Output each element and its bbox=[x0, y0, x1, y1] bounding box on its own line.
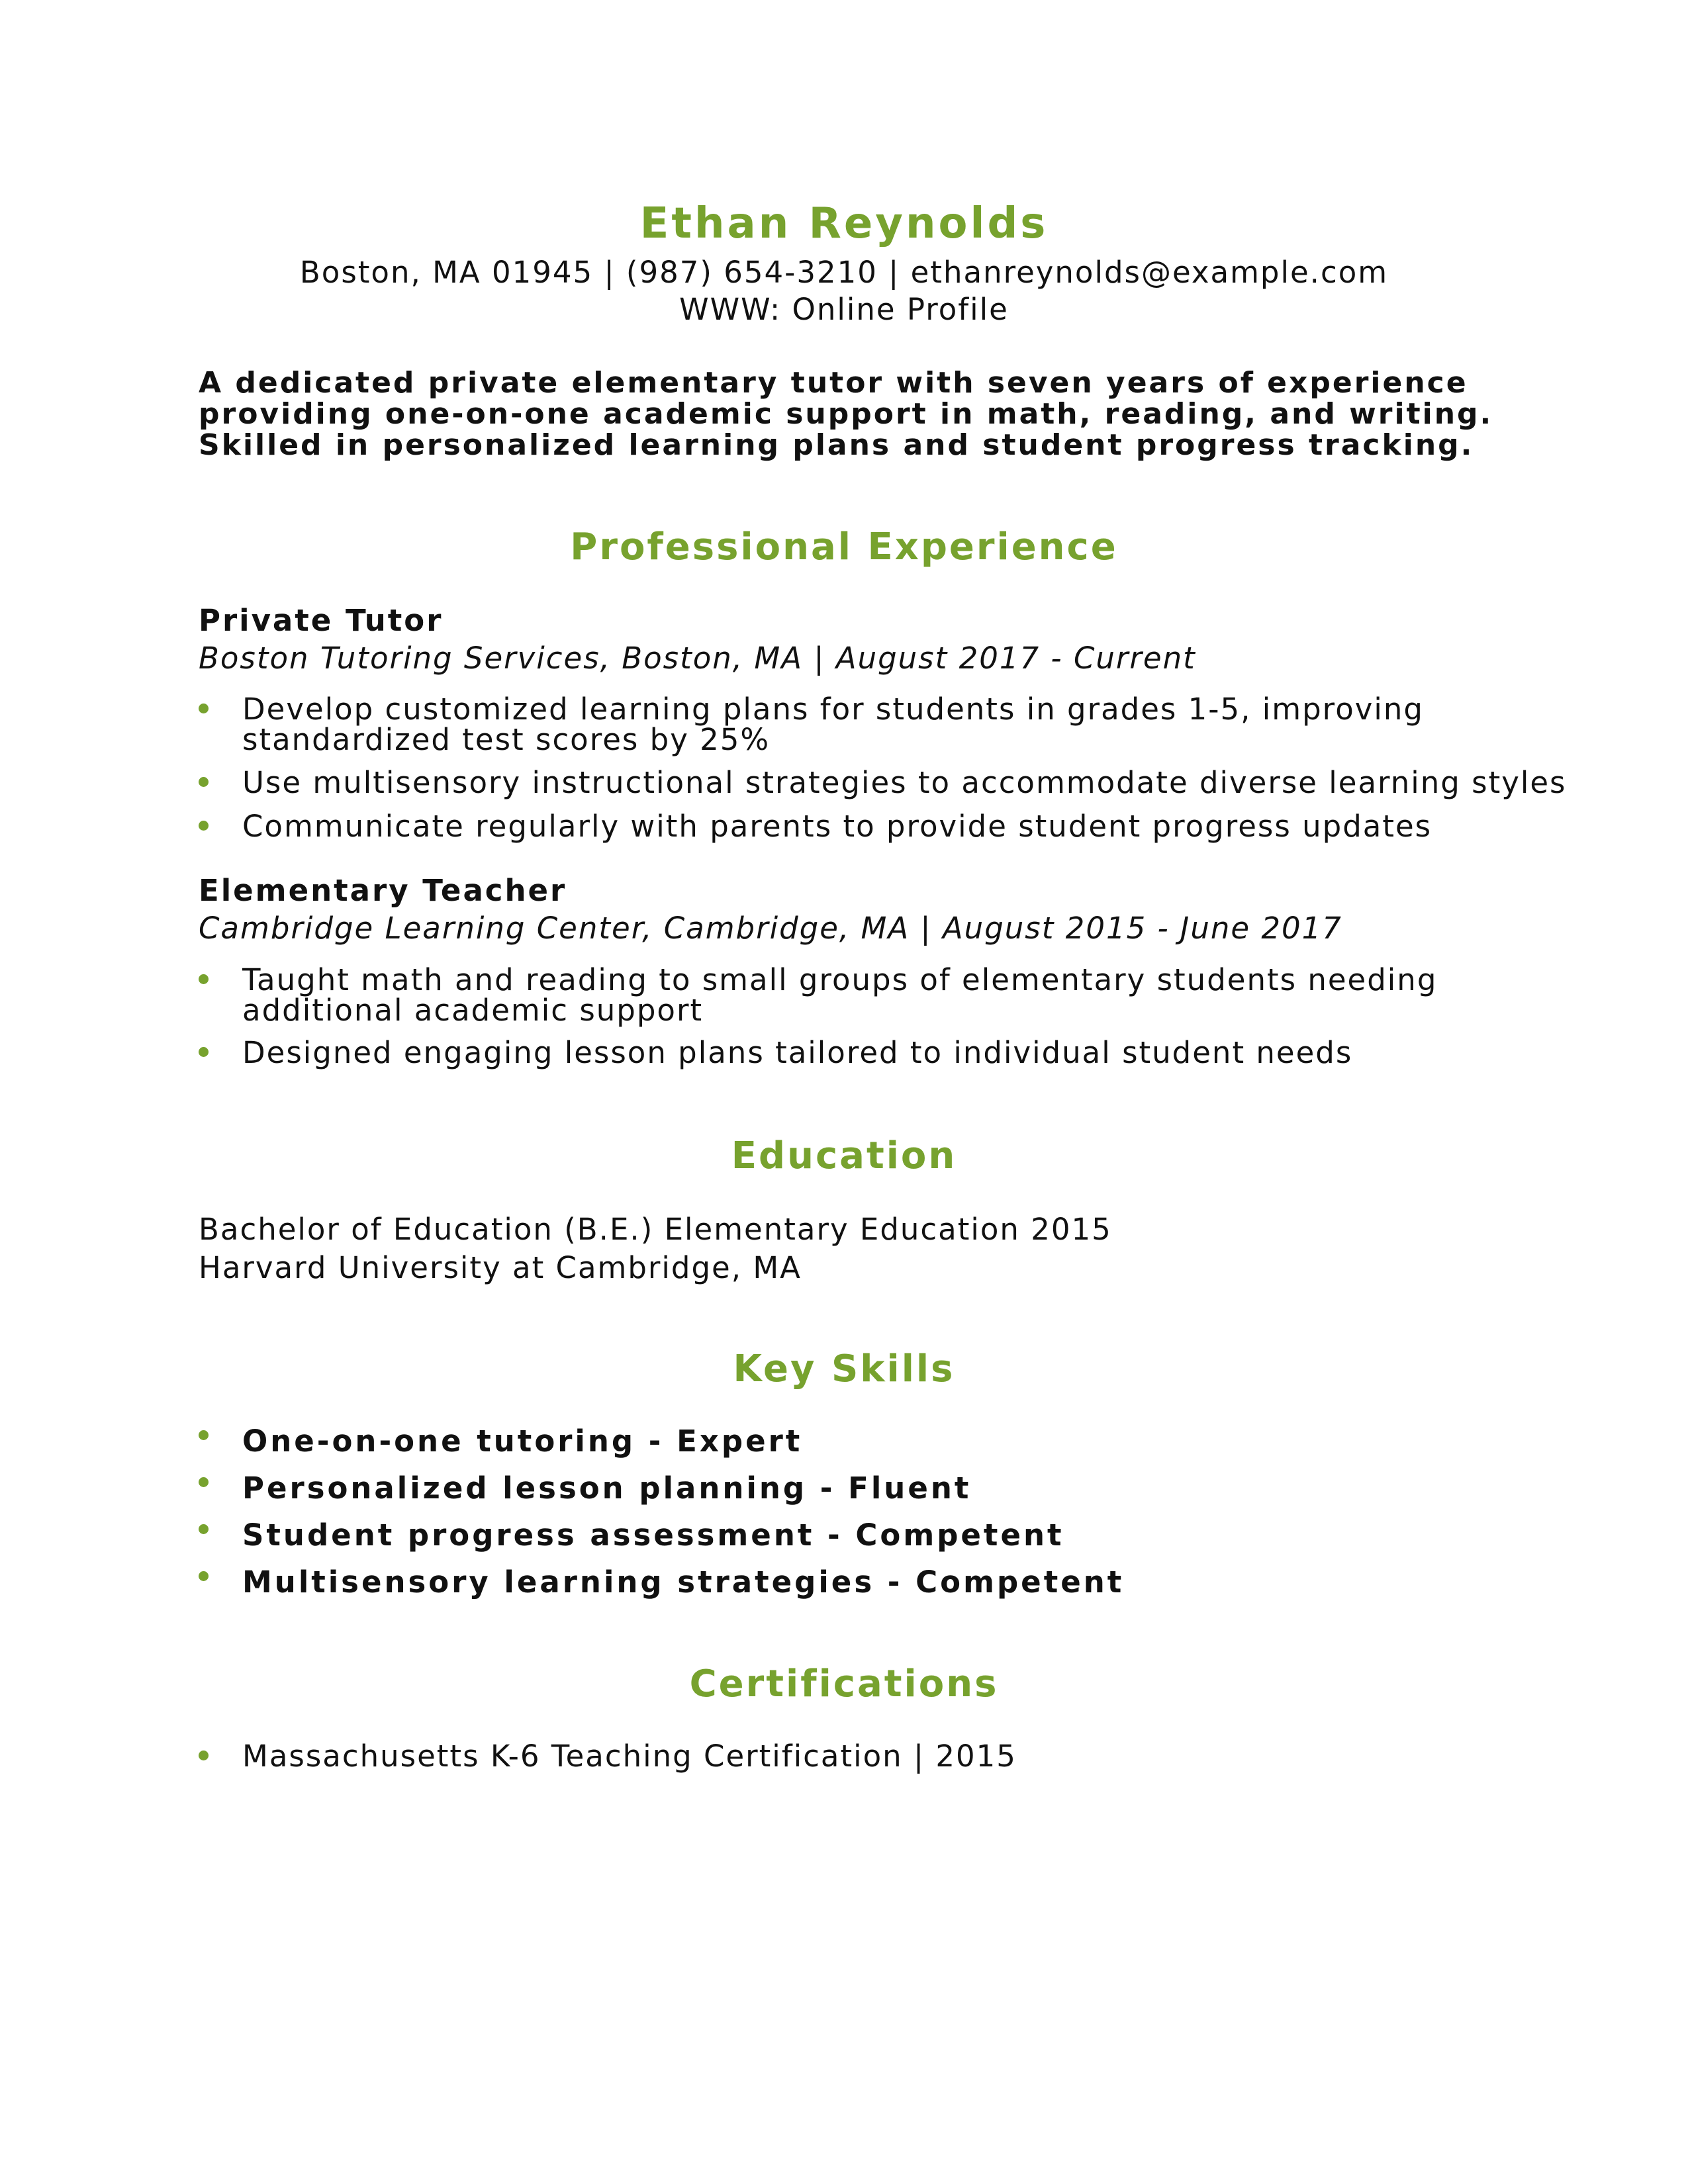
job-meta: Boston Tutoring Services, Boston, MA | August 2017 - Current bbox=[199, 641, 1196, 676]
job-meta: Cambridge Learning Center, Cambridge, MA | August 2015 - June 2017 bbox=[199, 911, 1342, 946]
bullet-text: Communicate regularly with parents to provide student progress updates bbox=[242, 809, 1432, 844]
skill-text: Personalized lesson planning - Fluent bbox=[242, 1471, 972, 1506]
summary-line: providing one-on-one academic support in math, reading, and writing. bbox=[199, 397, 1493, 431]
bullet-icon bbox=[199, 777, 209, 787]
skill-text: Multisensory learning strategies - Competent bbox=[242, 1565, 1125, 1600]
certifications-heading: Certifications bbox=[689, 1662, 999, 1706]
contact-line: Boston, MA 01945 | (987) 654-3210 | ethanreynolds@example.com bbox=[299, 255, 1389, 290]
bullet-text: Use multisensory instructional strategies to accommodate diverse learning styles bbox=[242, 765, 1567, 800]
candidate-name: Ethan Reynolds bbox=[639, 199, 1049, 248]
bullet-icon bbox=[199, 1430, 209, 1440]
bullet-icon bbox=[199, 974, 209, 984]
bullet-text: Taught math and reading to small groups of elementary students needing bbox=[242, 962, 1438, 997]
skill-text: One-on-one tutoring - Expert bbox=[242, 1424, 803, 1459]
bullet-icon bbox=[199, 821, 209, 831]
bullet-icon bbox=[199, 1477, 209, 1487]
bullet-icon bbox=[199, 1524, 209, 1534]
bullet-text: Develop customized learning plans for students in grades 1-5, improving bbox=[242, 692, 1424, 727]
summary-line: Skilled in personalized learning plans and student progress tracking. bbox=[199, 428, 1474, 462]
summary bbox=[199, 367, 1523, 461]
certification-text: Massachusetts K-6 Teaching Certification | 2015 bbox=[242, 1739, 1017, 1774]
website-line: WWW: Online Profile bbox=[679, 292, 1009, 327]
school-line: Harvard University at Cambridge, MA bbox=[199, 1250, 802, 1285]
bullet-icon bbox=[199, 1751, 209, 1760]
job-title: Elementary Teacher bbox=[199, 873, 567, 908]
job-title: Private Tutor bbox=[199, 603, 444, 638]
bullet-icon bbox=[199, 1047, 209, 1057]
summary-line: A dedicated private elementary tutor with seven years of experience bbox=[199, 366, 1468, 400]
bullet-icon bbox=[199, 704, 209, 713]
skill-text: Student progress assessment - Competent bbox=[242, 1518, 1064, 1553]
bullet-icon bbox=[199, 1571, 209, 1581]
degree-line: Bachelor of Education (B.E.) Elementary Education 2015 bbox=[199, 1212, 1112, 1247]
bullet-text-continued: standardized test scores by 25% bbox=[242, 722, 771, 757]
experience-heading: Professional Experience bbox=[570, 525, 1118, 569]
skills-heading: Key Skills bbox=[733, 1347, 955, 1390]
education-heading: Education bbox=[731, 1134, 957, 1177]
bullet-text-continued: additional academic support bbox=[242, 993, 704, 1028]
bullet-text: Designed engaging lesson plans tailored to individual student needs bbox=[242, 1035, 1353, 1070]
